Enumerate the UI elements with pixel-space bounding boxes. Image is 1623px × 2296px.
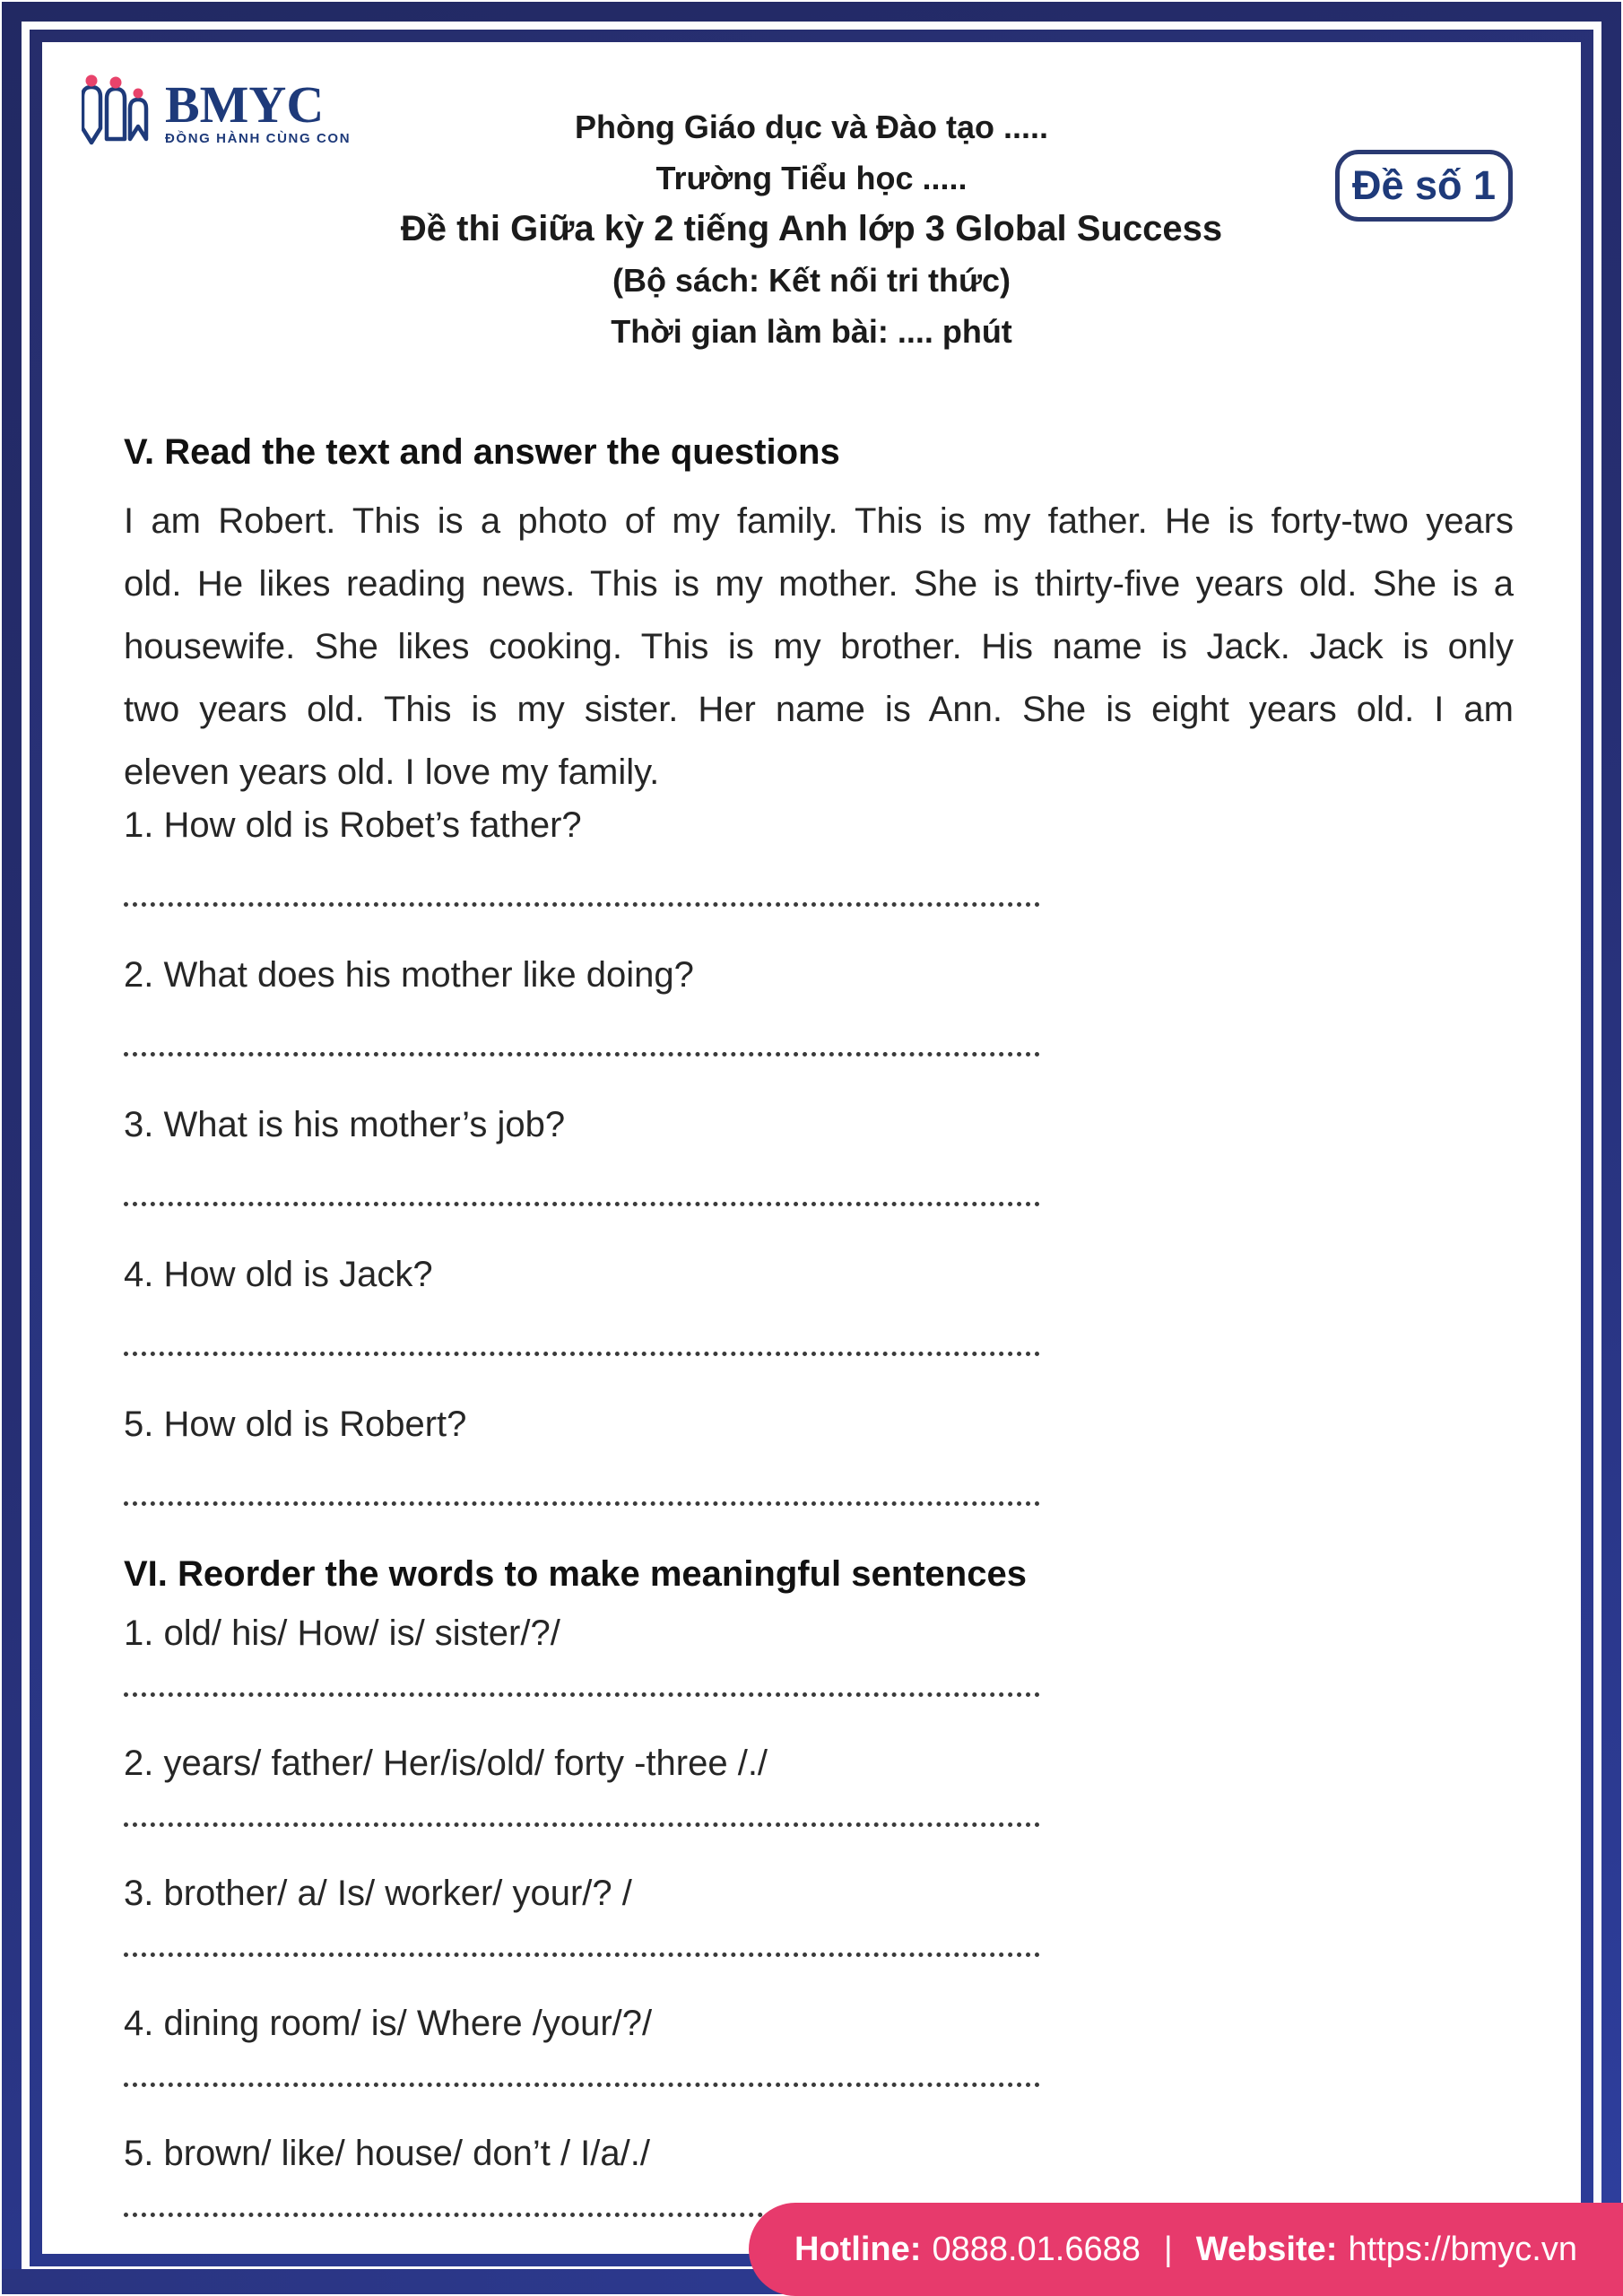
answer-dotted-line [124,1052,1040,1057]
answer-dotted-line [124,2083,1040,2087]
question-item: 3. What is his mother’s job? [124,1105,566,1144]
question-item: 4. How old is Jack? [124,1255,433,1294]
answer-dotted-line [124,1501,1040,1506]
passage-line: housewife. She likes cooking. This is my brother. His name is Jack. Jack is only [124,627,1514,666]
logo-tagline: ĐỒNG HÀNH CÙNG CON [165,131,352,146]
section-v-title: V. Read the text and answer the questions [124,432,840,472]
logo-text [165,74,351,146]
website-url: https://bmyc.vn [1348,2230,1577,2268]
section-v-questions [124,804,1514,1506]
answer-dotted-line [124,1952,1040,1957]
page-header [42,42,1581,357]
reorder-item: 5. brown/ like/ house/ don’t / I/a/./ [124,2134,650,2173]
question-item: 1. How old is Robet’s father? [124,805,582,845]
website-label: Website: [1195,2230,1338,2268]
reorder-item: 3. brother/ a/ Is/ worker/ your/? / [124,1874,632,1913]
reorder-item: 1. old/ his/ How/ is/ sister/?/ [124,1613,560,1653]
answer-dotted-line [124,1352,1040,1356]
answer-dotted-line [124,1822,1040,1827]
logo-wordmark: BMYC [165,75,325,134]
page-frame [30,30,1593,2266]
answer-dotted-line [124,902,1040,907]
question-item: 5. How old is Robert? [124,1405,467,1444]
reorder-item: 2. years/ father/ Her/is/old/ forty -three /./ [124,1744,768,1783]
exam-body [42,430,1581,2217]
passage-line: eleven years old. I love my family. [124,752,660,792]
answer-dotted-line [124,1692,1040,1697]
reorder-item: 4. dining room/ is/ Where /your/?/ [124,2004,653,2043]
exam-title: Đề thi Giữa kỳ 2 tiếng Anh lớp 3 Global Success [400,209,1223,248]
header-school: Trường Tiểu học ..... [655,160,968,196]
reading-passage [124,490,1514,804]
footer-separator: | [1163,2230,1173,2268]
passage-line: two years old. This is my sister. Her name is Ann. She is eight years old. I am [124,690,1514,729]
hotline-number: 0888.01.6688 [932,2230,1141,2268]
bmyc-logo [82,74,351,148]
header-book-series: (Bộ sách: Kết nối tri thức) [612,262,1011,299]
answer-dotted-line [124,1202,1040,1206]
section-vi-items [124,1612,1514,2217]
section-vi-title: VI. Reorder the words to make meaningful sentences [124,1554,1027,1594]
page-content [42,42,1581,2254]
bmyc-logo-icon [82,74,153,148]
question-item: 2. What does his mother like doing? [124,955,694,995]
header-duration: Thời gian làm bài: .... phút [611,313,1012,350]
header-department: Phòng Giáo dục và Đào tạo ..... [574,109,1049,145]
exam-number-badge: Đề số 1 [1335,150,1513,222]
footer-bar [749,2203,1623,2296]
passage-line: old. He likes reading news. This is my mother. She is thirty-five years old. She is a [124,564,1514,604]
passage-line: I am Robert. This is a photo of my family. This is my father. He is forty-two years [124,501,1514,541]
hotline-label: Hotline: [794,2230,922,2268]
